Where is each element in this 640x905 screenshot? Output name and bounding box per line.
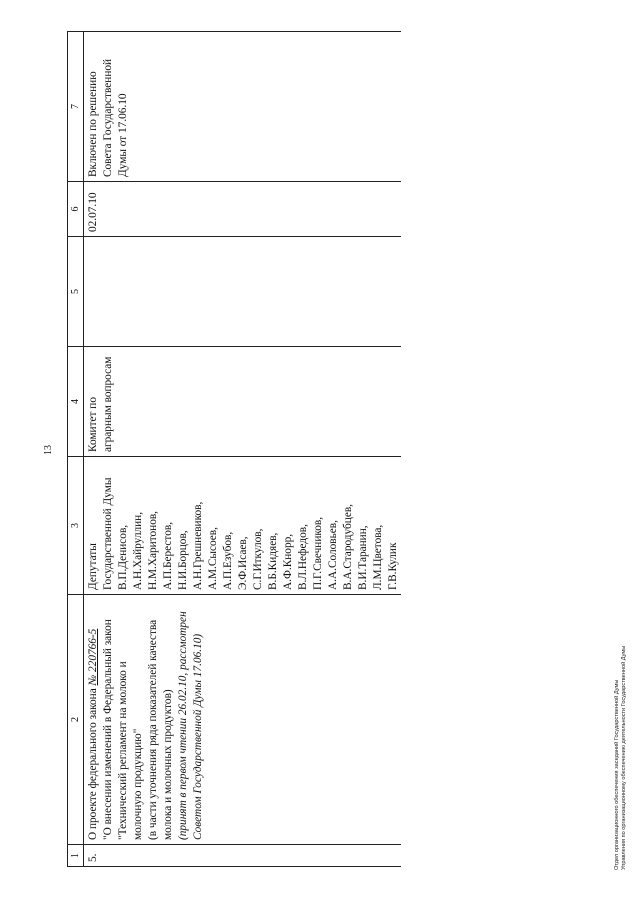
bill-title-prefix: О проекте федерального закона — [87, 685, 99, 840]
author-name: В.Б.Кидяев, — [267, 532, 279, 590]
inclusion-status: Включен по решению Совета Государственной Думы от 17.06.10 — [84, 32, 402, 182]
authors-intro: Депутаты Государственной Думы — [87, 477, 114, 590]
column-header-5: 5 — [68, 237, 84, 347]
author-name: В.П.Денисов, — [117, 524, 129, 590]
bill-line: молока и молочных продуктов) — [162, 689, 174, 840]
table-header-row — [68, 32, 84, 867]
column-5-cell — [84, 237, 402, 347]
author-name: А.Н.Хайруллин, — [132, 511, 144, 590]
footer-directorate: Управления по организационному обеспечению деятельности Государственной Думы — [621, 645, 627, 870]
author-name: Л.М.Цветова, — [372, 524, 384, 590]
author-name: Н.И.Борцов, — [177, 530, 189, 590]
page-number: 13 — [43, 445, 54, 455]
column-header-4: 4 — [68, 347, 84, 457]
bill-line: "О внесении изменений в Федеральный закон — [102, 619, 114, 840]
table-row — [84, 32, 402, 867]
bill-line: "Технический регламент на молоко и — [117, 661, 129, 840]
author-name: С.Г.Иткулов, — [252, 528, 264, 590]
author-name: А.А.Соловьев, — [327, 520, 339, 590]
author-name: А.П.Берестов, — [162, 521, 174, 590]
responsible-committee: Комитет по аграрным вопросам — [84, 347, 402, 457]
bill-line: молочную продукцию" — [132, 728, 144, 840]
bill-authors — [84, 457, 402, 595]
author-name: П.Г.Свечников, — [312, 516, 324, 590]
bill-title-line — [86, 599, 101, 840]
document-page — [40, 20, 640, 880]
footer-department: Отдел организационного обеспечения заседаний Государственной Думы — [614, 679, 620, 870]
author-name: А.Н.Грешневиков, — [192, 501, 204, 590]
column-header-2: 2 — [68, 595, 84, 845]
column-header-3: 3 — [68, 457, 84, 595]
consideration-date: 02.07.10 — [84, 182, 402, 237]
author-name: А.М.Сысоев, — [207, 527, 219, 590]
bill-line: (в части уточнения ряда показателей качества — [147, 619, 159, 840]
bill-description — [84, 595, 402, 845]
column-header-7: 7 — [68, 32, 84, 182]
bills-table — [67, 31, 401, 867]
author-name: А.Ф.Кнорр, — [282, 533, 294, 590]
author-name: В.Л.Нефедов, — [297, 524, 309, 590]
bill-status-note: (принят в первом чтении 26.02.10, рассмотрен Советом Государственной Думы 17.06.10) — [177, 611, 204, 840]
author-name: Г.В.Кулик — [387, 542, 399, 590]
author-name: Н.М.Харитонов, — [147, 510, 159, 590]
author-name: Э.Ф.Исаев, — [237, 536, 249, 590]
author-name: В.А.Стародубцев, — [342, 503, 354, 590]
column-header-6: 6 — [68, 182, 84, 237]
author-name: В.И.Таранин, — [357, 525, 369, 590]
row-number: 5. — [84, 845, 402, 867]
author-name: А.П.Езубов, — [222, 531, 234, 590]
page-footer — [614, 646, 628, 870]
bill-number: № 220766-5 — [87, 628, 99, 686]
column-header-1: 1 — [68, 845, 84, 867]
